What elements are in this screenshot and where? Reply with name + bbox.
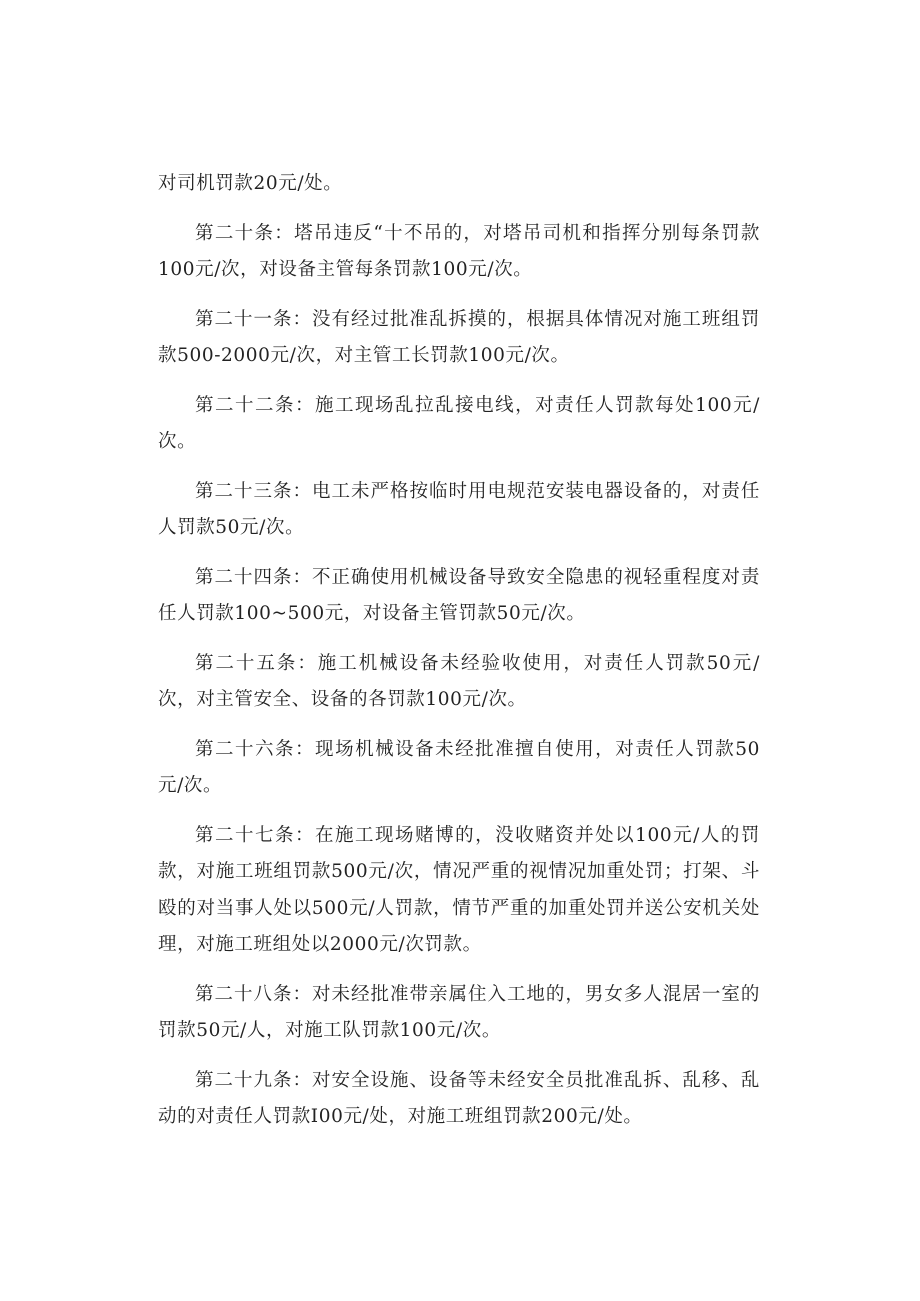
paragraph-article-20: 第二十条：塔吊违反“十不吊的，对塔吊司机和指挥分别每条罚款100元/次，对设备主管每条罚款100元/次。 xyxy=(158,222,760,280)
paragraph-article-24: 第二十四条：不正确使用机械设备导致安全隐患的视轻重程度对责任人罚款100~500元，对设备主管罚款50元/次。 xyxy=(158,566,760,624)
paragraph-continuation: 对司机罚款20元/处。 xyxy=(158,173,343,194)
paragraph-article-28: 第二十八条：对未经批准带亲属住入工地的，男女多人混居一室的罚款50元/人，对施工队罚款100元/次。 xyxy=(158,983,760,1041)
document-body xyxy=(158,166,760,1149)
paragraph-article-22: 第二十二条：施工现场乱拉乱接电线，对责任人罚款每处100元/次。 xyxy=(158,394,760,452)
paragraph-article-21: 第二十一条：没有经过批准乱拆摸的，根据具体情况对施工班组罚款500-2000元/次，对主管工长罚款100元/次。 xyxy=(158,308,760,366)
paragraph-article-29: 第二十九条：对安全设施、设备等未经安全员批准乱拆、乱移、乱动的对责任人罚款I00元/处，对施工班组罚款200元/处。 xyxy=(158,1069,760,1127)
paragraph-article-23: 第二十三条：电工未严格按临时用电规范安装电器设备的，对责任人罚款50元/次。 xyxy=(158,480,760,538)
paragraph-article-25: 第二十五条：施工机械设备未经验收使用，对责任人罚款50元/次，对主管安全、设备的各罚款100元/次。 xyxy=(158,652,760,710)
paragraph-article-27: 第二十七条：在施工现场赌博的，没收赌资并处以100元/人的罚款，对施工班组罚款500元/次，情况严重的视情况加重处罚；打架、斗殴的对当事人处以500元/人罚款，情节严重的加重处罚并送公安机关处理，对施工班组处以2000元/次罚款。 xyxy=(158,824,760,955)
paragraph-article-26: 第二十六条：现场机械设备未经批准擅自使用，对责任人罚款50元/次。 xyxy=(158,738,760,796)
